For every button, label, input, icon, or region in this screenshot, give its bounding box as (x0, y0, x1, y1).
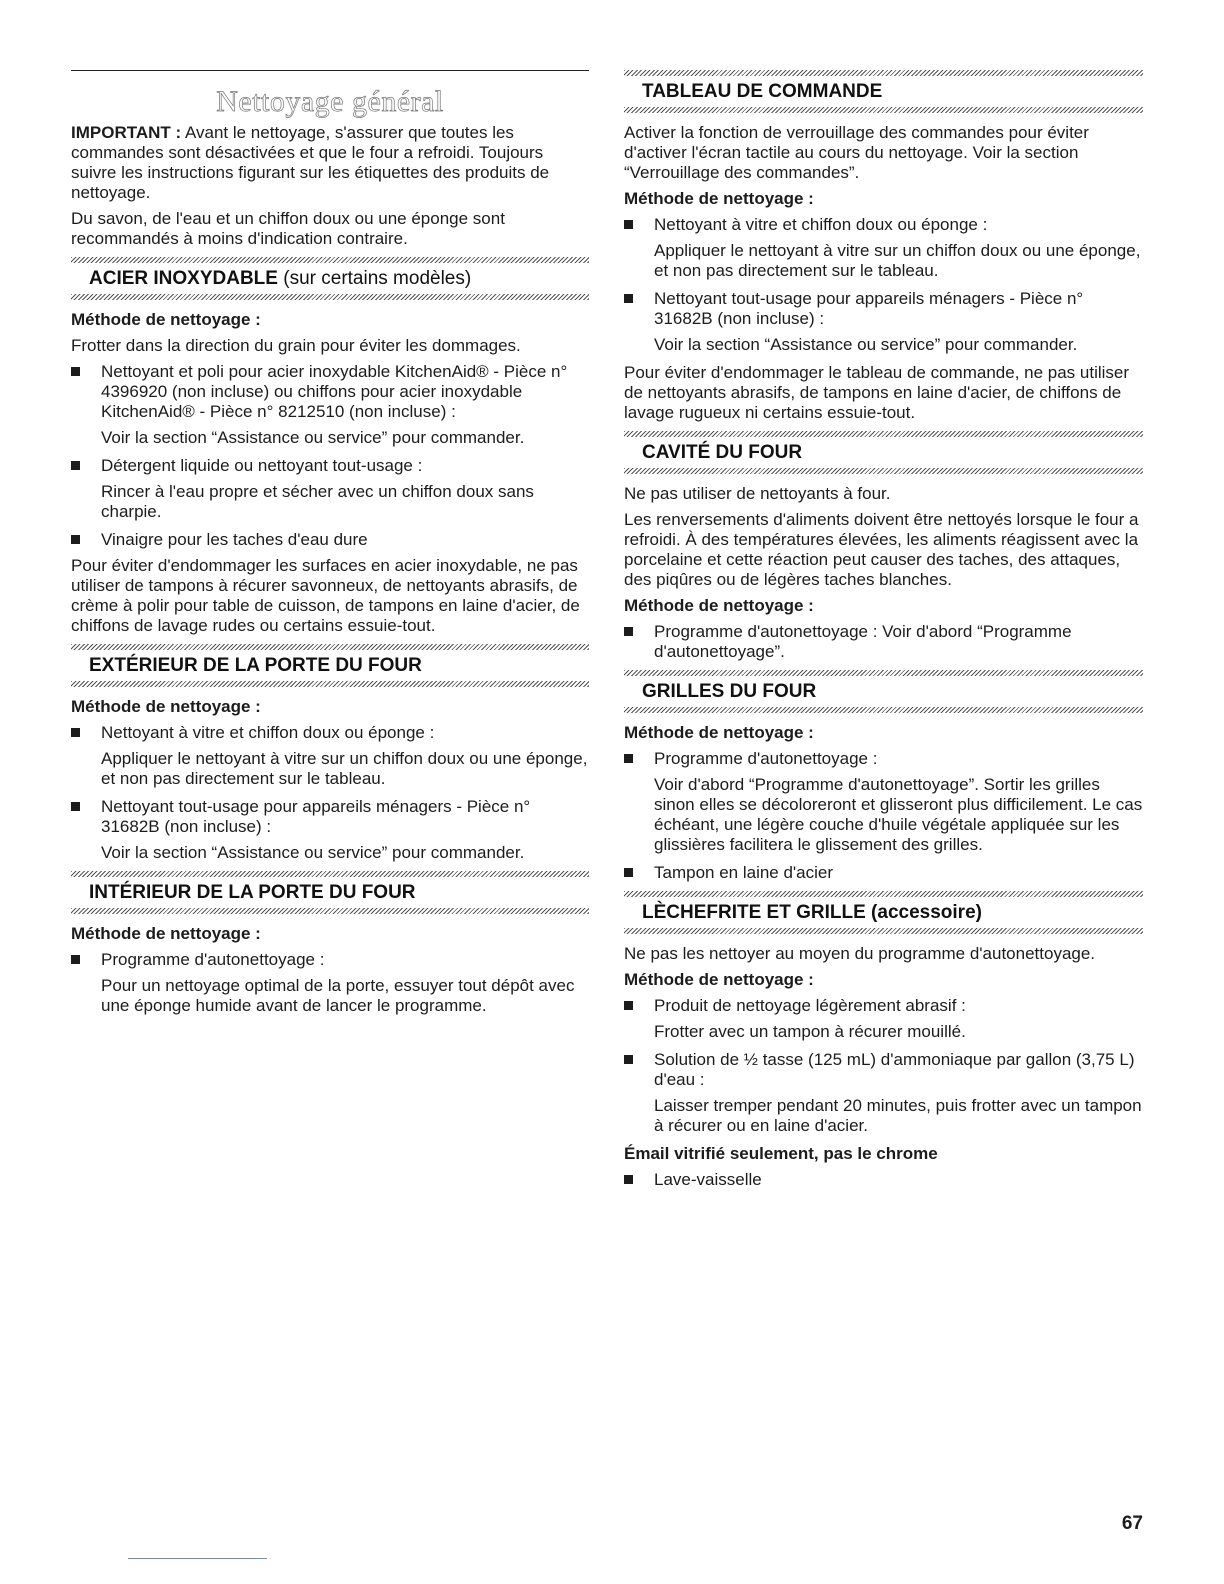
method-label: Méthode de nettoyage : (624, 189, 814, 208)
bullet-icon (624, 1175, 633, 1184)
footer-rule (128, 1558, 267, 1559)
bullet-icon (624, 754, 633, 763)
list-item: Nettoyant tout-usage pour appareils ménagers - Pièce n° 31682B (non incluse) : (624, 289, 1143, 329)
bullet-icon (624, 220, 633, 229)
page-number: 67 (1121, 1513, 1143, 1534)
section-heading-interieur: INTÉRIEUR DE LA PORTE DU FOUR (71, 871, 589, 914)
list-item-detail: Frotter avec un tampon à récurer mouillé. (654, 1022, 966, 1041)
list-item: Vinaigre pour les taches d'eau dure (71, 530, 589, 550)
bullet-list (624, 622, 1143, 662)
bullet-list (71, 456, 589, 476)
bullet-list (624, 1050, 1143, 1090)
section-text: Les renversements d'aliments doivent être nettoyés lorsque le four a refroidi. À des températures élevées, les aliments réagissent avec la porcelaine et cette réaction peut causer des taches, des attaques, des piqûres ou de légères taches blanches. (624, 510, 1139, 589)
bullet-icon (71, 461, 80, 470)
list-item: Lave-vaisselle (624, 1170, 1143, 1190)
page-title: Nettoyage général (216, 85, 444, 118)
intro-label: IMPORTANT : (71, 123, 182, 142)
bullet-list (624, 215, 1143, 235)
bullet-icon (71, 535, 80, 544)
section-text: Pour éviter d'endommager le tableau de commande, ne pas utiliser de nettoyants abrasifs, de tampons en laine d'acier, de chiffons de lavage rugueux ni certains essuie-tout. (624, 363, 1130, 422)
right-column (624, 70, 1143, 1196)
bullet-list (624, 1170, 1143, 1190)
list-item: Programme d'autonettoyage : (624, 749, 1143, 769)
intro-paragraph: IMPORTANT : Avant le nettoyage, s'assurer que toutes les commandes sont désactivées et que le four a refroidi. Toujours suivre les instructions figurant sur les étiquettes des produits de nettoyage. (71, 123, 550, 202)
section-heading-exterieur: EXTÉRIEUR DE LA PORTE DU FOUR (71, 644, 589, 687)
list-item: Nettoyant tout-usage pour appareils ménagers - Pièce n° 31682B (non incluse) : (71, 797, 589, 837)
top-rule (71, 70, 589, 71)
method-label: Méthode de nettoyage : (71, 924, 261, 943)
bullet-icon (624, 1055, 633, 1064)
method-label: Méthode de nettoyage : (624, 723, 814, 742)
list-item-detail: Rincer à l'eau propre et sécher avec un chiffon doux sans charpie. (101, 482, 534, 521)
method-label: Méthode de nettoyage : (71, 310, 261, 329)
method-label: Méthode de nettoyage : (624, 970, 814, 989)
bullet-icon (624, 627, 633, 636)
list-item: Nettoyant et poli pour acier inoxydable KitchenAid® - Pièce n° 4396920 (non incluse) ou chiffons pour acier inoxydable KitchenAid® - Pièce n° 8212510 (non incluse) : (71, 362, 589, 422)
list-item-detail: Appliquer le nettoyant à vitre sur un chiffon doux ou une éponge, et non pas directement sur le tableau. (654, 241, 1141, 280)
list-item: Solution de ½ tasse (125 mL) d'ammoniaque par gallon (3,75 L) d'eau : (624, 1050, 1143, 1090)
section-heading-tableau: TABLEAU DE COMMANDE (624, 70, 1143, 113)
list-item-detail: Voir la section “Assistance ou service” pour commander. (654, 335, 1078, 354)
section-text: Ne pas les nettoyer au moyen du programme d'autonettoyage. (624, 944, 1096, 963)
bullet-list (71, 797, 589, 837)
list-item-detail: Laisser tremper pendant 20 minutes, puis frotter avec un tampon à récurer ou en laine d'acier. (654, 1096, 1142, 1135)
bullet-list (71, 362, 589, 422)
list-item: Programme d'autonettoyage : Voir d'abord “Programme d'autonettoyage”. (624, 622, 1143, 662)
list-item-detail: Appliquer le nettoyant à vitre sur un chiffon doux ou une éponge, et non pas directement sur le tableau. (101, 749, 588, 788)
list-item-detail: Voir la section “Assistance ou service” pour commander. (101, 843, 525, 862)
list-item: Nettoyant à vitre et chiffon doux ou éponge : (624, 215, 1143, 235)
list-item: Tampon en laine d'acier (624, 863, 1143, 883)
list-item: Produit de nettoyage légèrement abrasif : (624, 996, 1143, 1016)
bullet-list (624, 289, 1143, 329)
bullet-list (624, 749, 1143, 769)
bullet-icon (71, 728, 80, 737)
bullet-list (71, 950, 589, 970)
bullet-icon (71, 367, 80, 376)
list-item: Programme d'autonettoyage : (71, 950, 589, 970)
left-column (71, 70, 589, 1024)
section-text: Frotter dans la direction du grain pour éviter les dommages. (71, 336, 521, 355)
bullet-icon (624, 294, 633, 303)
method-label: Émail vitrifié seulement, pas le chrome (624, 1144, 938, 1163)
method-label: Méthode de nettoyage : (624, 596, 814, 615)
bullet-list (71, 530, 589, 550)
section-heading-lechefrite: LÈCHEFRITE ET GRILLE (accessoire) (624, 891, 1143, 934)
method-label: Méthode de nettoyage : (71, 697, 261, 716)
section-heading-cavite: CAVITÉ DU FOUR (624, 431, 1143, 474)
list-item-detail: Voir la section “Assistance ou service” pour commander. (101, 428, 525, 447)
bullet-icon (71, 802, 80, 811)
intro-paragraph-2: Du savon, de l'eau et un chiffon doux ou une éponge sont recommandés à moins d'indication contraire. (71, 209, 505, 248)
bullet-icon (624, 1001, 633, 1010)
bullet-list (624, 996, 1143, 1016)
section-heading-acier: ACIER INOXYDABLE (sur certains modèles) (71, 257, 589, 300)
list-item: Nettoyant à vitre et chiffon doux ou éponge : (71, 723, 589, 743)
list-item-detail: Pour un nettoyage optimal de la porte, essuyer tout dépôt avec une éponge humide avant de lancer le programme. (101, 976, 575, 1015)
bullet-icon (71, 955, 80, 964)
section-text: Activer la fonction de verrouillage des commandes pour éviter d'activer l'écran tactile au cours du nettoyage. Voir la section “Verrouillage des commandes”. (624, 123, 1089, 182)
bullet-list (71, 723, 589, 743)
list-item-detail: Voir d'abord “Programme d'autonettoyage”. Sortir les grilles sinon elles se décoloreront et glisseront plus difficilement. Le cas échéant, une légère couche d'huile végétale appliquée sur les glissières facilitera le glissement des grilles. (654, 775, 1143, 854)
section-text: Pour éviter d'endommager les surfaces en acier inoxydable, ne pas utiliser de tampons à récurer savonneux, de nettoyants abrasifs, de crème à polir pour table de cuisson, de tampons en laine d'acier, de chiffons de lavage rudes ou certains essuie-tout. (71, 556, 580, 635)
bullet-list (624, 863, 1143, 883)
section-text: Ne pas utiliser de nettoyants à four. (624, 484, 891, 503)
bullet-icon (624, 868, 633, 877)
section-heading-grilles: GRILLES DU FOUR (624, 670, 1143, 713)
list-item: Détergent liquide ou nettoyant tout-usage : (71, 456, 589, 476)
